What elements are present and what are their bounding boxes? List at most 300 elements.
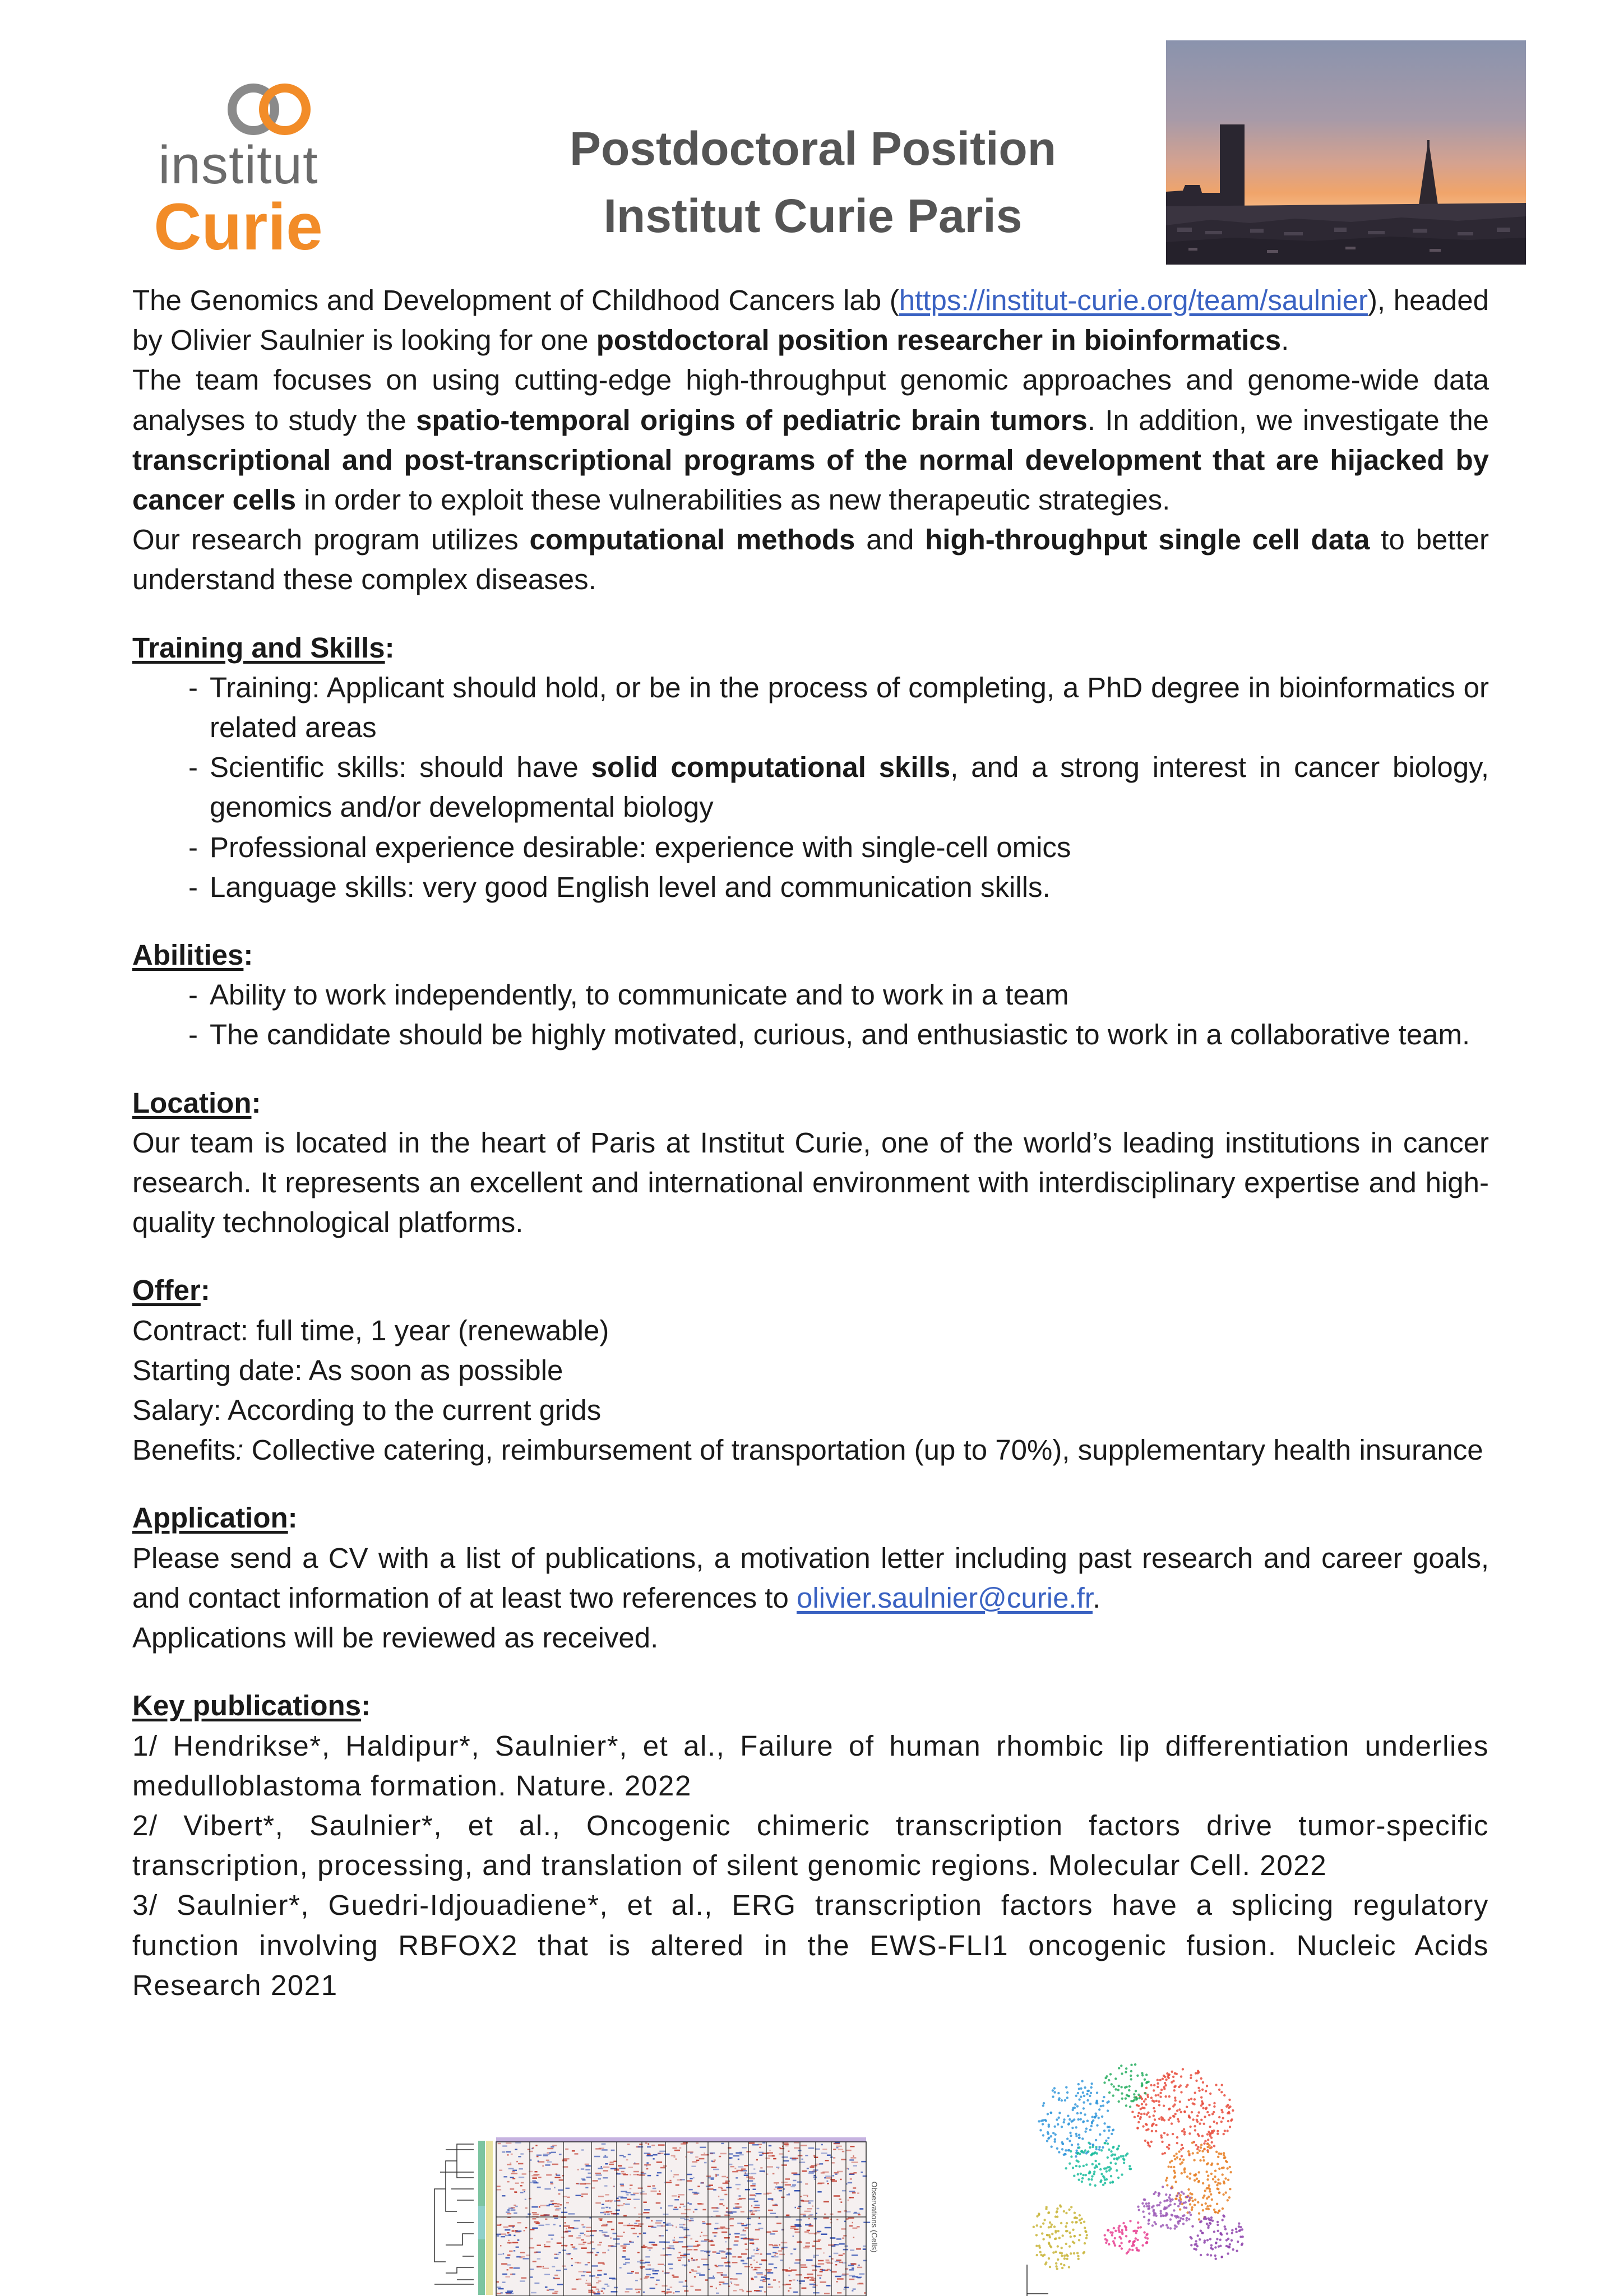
heatmap-cell xyxy=(808,2147,814,2149)
heatmap-cell xyxy=(524,2191,525,2193)
publication-item: 2/ Vibert*, Saulnier*, et al., Oncogenic chimeric transcription factors drive tumor-specific transcription, processing, and translation of silent genomic regions. Molecular Cell. 2022 xyxy=(132,1809,1489,1882)
umap-point xyxy=(1113,2158,1116,2160)
umap-point xyxy=(1094,2167,1096,2169)
umap-point xyxy=(1073,2118,1075,2121)
umap-point xyxy=(1074,2235,1076,2237)
heatmap-cell xyxy=(812,2270,817,2271)
heatmap-cell xyxy=(580,2233,584,2234)
umap-point xyxy=(1158,2118,1160,2120)
umap-point xyxy=(1052,2095,1054,2098)
umap-point xyxy=(1054,2140,1056,2142)
umap-point xyxy=(1083,2165,1085,2167)
heatmap-cell xyxy=(645,2276,650,2278)
umap-point xyxy=(1135,2098,1137,2100)
umap-point xyxy=(1035,2245,1038,2247)
umap-point xyxy=(1117,2226,1120,2229)
umap-point xyxy=(1107,2137,1109,2139)
umap-point xyxy=(1239,2229,1241,2232)
umap-point xyxy=(1063,2121,1065,2123)
heatmap-cell xyxy=(755,2210,760,2211)
offer-heading: Offer xyxy=(132,1274,201,1307)
heatmap-cell xyxy=(672,2195,677,2197)
benefits-label: Benefits xyxy=(132,1434,236,1466)
heatmap-cell xyxy=(825,2175,831,2177)
umap-point xyxy=(1164,2095,1167,2098)
heatmap-cell xyxy=(585,2283,591,2284)
umap-point xyxy=(1148,2202,1150,2205)
heatmap-cell xyxy=(734,2233,740,2235)
heatmap-cell xyxy=(697,2266,700,2268)
heatmap-cell xyxy=(536,2156,539,2158)
umap-point xyxy=(1155,2094,1157,2096)
umap-point xyxy=(1118,2145,1120,2147)
umap-point xyxy=(1164,2152,1166,2154)
umap-point xyxy=(1114,2237,1116,2239)
intro-emphasis: spatio-temporal origins of pediatric brain tumors xyxy=(416,404,1088,436)
heatmap-cell xyxy=(844,2210,847,2212)
heatmap-cell xyxy=(752,2144,758,2146)
umap-point xyxy=(1220,2091,1223,2093)
heatmap-cell xyxy=(710,2152,715,2154)
umap-point xyxy=(1217,2188,1219,2190)
umap-point xyxy=(1196,2119,1198,2121)
heatmap-cell xyxy=(635,2280,638,2281)
umap-point xyxy=(1134,2096,1136,2099)
umap-point xyxy=(1166,2199,1168,2201)
heatmap-cell xyxy=(808,2202,811,2204)
umap-point xyxy=(1092,2144,1094,2146)
heatmap-cell xyxy=(713,2232,718,2234)
team-website-link[interactable]: https://institut-curie.org/team/saulnier xyxy=(899,284,1368,316)
heatmap-cell xyxy=(848,2168,849,2170)
heatmap-cell xyxy=(628,2154,631,2155)
heatmap-cell xyxy=(850,2197,854,2198)
umap-point xyxy=(1128,2165,1131,2167)
heatmap-cell xyxy=(631,2271,634,2272)
heatmap-cell xyxy=(781,2247,788,2248)
heatmap-cell xyxy=(571,2265,573,2267)
heatmap-cell xyxy=(622,2256,626,2258)
heatmap-cell xyxy=(784,2144,789,2145)
heatmap-cell xyxy=(859,2283,863,2284)
heatmap-cell xyxy=(635,2272,639,2274)
umap-point xyxy=(1177,2118,1179,2120)
umap-point xyxy=(1132,2100,1134,2102)
heatmap-cell xyxy=(653,2158,655,2160)
heatmap-cell xyxy=(836,2238,841,2240)
heatmap-cell xyxy=(621,2191,627,2192)
heatmap-cell xyxy=(523,2258,529,2260)
umap-point xyxy=(1104,2142,1106,2144)
umap-point xyxy=(1071,2127,1074,2129)
heatmap-cell xyxy=(664,2242,670,2243)
umap-point xyxy=(1170,2187,1172,2189)
umap-point xyxy=(1112,2094,1114,2096)
umap-point xyxy=(1116,2169,1118,2172)
umap-point xyxy=(1176,2156,1178,2159)
umap-point xyxy=(1191,2111,1193,2113)
umap-point xyxy=(1120,2086,1122,2088)
heatmap-cell xyxy=(603,2167,610,2168)
umap-point xyxy=(1208,2184,1210,2187)
heatmap-cell xyxy=(731,2283,732,2284)
heatmap-cell xyxy=(507,2292,511,2294)
heatmap-cell xyxy=(832,2175,835,2177)
heatmap-cell xyxy=(812,2265,815,2267)
application-review-note: Applications will be reviewed as received. xyxy=(132,1622,659,1654)
umap-point xyxy=(1229,2166,1231,2168)
umap-point xyxy=(1114,2088,1117,2090)
institut-curie-logo xyxy=(140,73,331,264)
heatmap-cell xyxy=(638,2291,640,2293)
logo-word-institut: institut xyxy=(158,135,318,195)
umap-point xyxy=(1169,2204,1172,2206)
umap-point xyxy=(1227,2120,1229,2122)
umap-point xyxy=(1058,2237,1061,2239)
heatmap-cell xyxy=(843,2253,844,2255)
heatmap-cell xyxy=(781,2164,787,2166)
heatmap-cell xyxy=(830,2270,831,2271)
heatmap-cell xyxy=(502,2151,505,2153)
heatmap-cell xyxy=(719,2204,723,2205)
umap-point xyxy=(1107,2156,1109,2159)
heatmap-cell xyxy=(811,2165,817,2167)
heatmap-cell xyxy=(602,2204,604,2206)
umap-point xyxy=(1073,2175,1075,2177)
heatmap-cell xyxy=(539,2225,544,2226)
umap-point xyxy=(1206,2178,1209,2181)
heatmap-cell xyxy=(515,2142,521,2144)
umap-point xyxy=(1056,2267,1058,2270)
heatmap-cell xyxy=(599,2242,602,2243)
umap-point xyxy=(1121,2229,1123,2231)
heatmap-cell xyxy=(609,2207,610,2209)
item-text: , and a strong interest in cancer biology, genomics and/or developmental biology xyxy=(210,751,1489,823)
umap-point xyxy=(1151,2224,1154,2226)
umap-point xyxy=(1194,2125,1196,2127)
heatmap-cell xyxy=(598,2168,603,2169)
heatmap-cell xyxy=(687,2249,692,2251)
umap-point xyxy=(1156,2204,1158,2206)
umap-point xyxy=(1094,2184,1097,2187)
umap-point xyxy=(1111,2154,1113,2156)
umap-point xyxy=(1164,2076,1166,2078)
umap-point xyxy=(1190,2077,1192,2079)
umap-point xyxy=(1088,2178,1090,2181)
umap-point xyxy=(1218,2210,1220,2212)
heatmap-cell xyxy=(647,2186,651,2187)
heatmap-cell xyxy=(519,2168,523,2170)
umap-point xyxy=(1071,2221,1074,2223)
umap-point xyxy=(1137,2115,1139,2117)
heatmap-cell xyxy=(590,2230,596,2232)
heatmap-cell xyxy=(781,2248,784,2250)
heatmap-cell xyxy=(573,2248,577,2250)
intro-text: in order to exploit these vulnerabilities as new therapeutic strategies. xyxy=(296,484,1171,516)
heatmap-cell xyxy=(858,2265,860,2266)
heatmap-cell xyxy=(515,2192,517,2193)
umap-point xyxy=(1083,2251,1085,2253)
heatmap-cell xyxy=(797,2280,798,2281)
heatmap-cell xyxy=(572,2288,576,2290)
heatmap-cell xyxy=(658,2263,664,2265)
umap-point xyxy=(1104,2182,1106,2184)
umap-point xyxy=(1215,2211,1217,2213)
heatmap-cell xyxy=(751,2205,752,2207)
heatmap-cell xyxy=(631,2228,635,2229)
umap-point xyxy=(1176,2109,1178,2112)
umap-point xyxy=(1165,2206,1168,2209)
heatmap-cell xyxy=(826,2260,830,2261)
heatmap-cell xyxy=(568,2227,573,2229)
heatmap-cell xyxy=(821,2234,827,2235)
heatmap-cell xyxy=(789,2288,792,2289)
umap-point xyxy=(1143,2231,1145,2233)
heatmap-cell xyxy=(566,2246,567,2247)
umap-point xyxy=(1216,2132,1219,2135)
heatmap-cell xyxy=(565,2222,566,2224)
heatmap-cell xyxy=(685,2156,686,2158)
umap-point xyxy=(1208,2208,1210,2210)
umap-point xyxy=(1238,2225,1240,2228)
heatmap-cell xyxy=(828,2285,831,2286)
heatmap-cell xyxy=(586,2280,587,2281)
heatmap-cell xyxy=(542,2165,544,2167)
umap-point xyxy=(1199,2122,1201,2124)
heatmap-cell xyxy=(658,2144,665,2146)
intro-text: . xyxy=(1281,324,1289,357)
heatmap-cell xyxy=(614,2287,618,2289)
heatmap-cell xyxy=(770,2233,775,2235)
heatmap-cell xyxy=(830,2237,835,2239)
heatmap-cell xyxy=(601,2207,605,2209)
intro-text: The team focuses on using cutting-edge high-throughput genomic approaches and genome-wide data analyses to study the xyxy=(132,364,1489,436)
umap-point xyxy=(1153,2100,1155,2103)
umap-point xyxy=(1120,2064,1122,2067)
umap-point xyxy=(1174,2099,1177,2101)
heatmap-cell xyxy=(586,2235,590,2237)
heatmap-cell xyxy=(824,2293,830,2295)
heatmap-cell xyxy=(801,2264,806,2266)
umap-point xyxy=(1125,2235,1127,2237)
umap-point xyxy=(1186,2219,1188,2221)
heatmap-cell xyxy=(709,2184,713,2186)
heatmap-cell xyxy=(625,2291,630,2293)
umap-point xyxy=(1193,2248,1195,2250)
heatmap-cell xyxy=(759,2263,762,2265)
heatmap-cell xyxy=(760,2170,765,2172)
benefits-colon: : xyxy=(235,1434,244,1466)
heatmap-cell xyxy=(673,2292,674,2294)
umap-point xyxy=(1083,2101,1085,2104)
heatmap-cell xyxy=(818,2239,821,2241)
heatmap-cell xyxy=(653,2185,655,2187)
heatmap-cell xyxy=(701,2258,708,2260)
heatmap-cell xyxy=(556,2270,561,2271)
offer-contract: Contract: full time, 1 year (renewable) xyxy=(132,1314,609,1346)
heatmap-cell xyxy=(834,2172,839,2174)
heatmap-cell xyxy=(556,2208,561,2210)
umap-point xyxy=(1109,2182,1112,2184)
heatmap-cell xyxy=(717,2272,724,2274)
contact-email-link[interactable]: olivier.saulnier@curie.fr xyxy=(796,1581,1093,1614)
umap-point xyxy=(1241,2243,1243,2245)
heatmap-cell xyxy=(851,2263,857,2265)
umap-point xyxy=(1183,2169,1186,2171)
heatmap-cell xyxy=(565,2149,568,2150)
heatmap-cell xyxy=(704,2162,707,2164)
heatmap-cell xyxy=(814,2218,817,2220)
heatmap-cell xyxy=(713,2251,716,2253)
heatmap-cell xyxy=(785,2178,790,2180)
umap-point xyxy=(1150,2096,1153,2099)
heatmap-cell xyxy=(856,2276,862,2278)
umap-point xyxy=(1220,2152,1222,2155)
heatmap-cell xyxy=(736,2177,738,2179)
umap-point xyxy=(1065,2167,1067,2169)
umap-point xyxy=(1157,2082,1159,2085)
heatmap-cell xyxy=(753,2168,755,2170)
heatmap-cell xyxy=(649,2269,655,2270)
umap-point xyxy=(1179,2202,1181,2205)
heatmap-cell xyxy=(584,2234,585,2235)
heatmap-cell xyxy=(501,2263,507,2265)
heatmap-cell xyxy=(821,2152,827,2154)
heatmap-cell xyxy=(633,2193,639,2195)
umap-point xyxy=(1211,2198,1213,2201)
umap-point xyxy=(1144,2092,1146,2094)
heatmap-cell xyxy=(557,2242,562,2244)
heatmap-cell xyxy=(506,2257,510,2259)
heatmap-cell xyxy=(601,2166,602,2168)
heatmap-cell xyxy=(537,2244,541,2246)
heatmap-cell xyxy=(715,2175,717,2177)
heatmap-cell xyxy=(581,2275,585,2276)
heatmap-cell xyxy=(807,2274,813,2275)
umap-point xyxy=(1063,2255,1066,2257)
umap-point xyxy=(1066,2253,1068,2256)
umap-point xyxy=(1073,2242,1075,2244)
umap-point xyxy=(1114,2154,1116,2156)
heatmap-cell xyxy=(846,2150,852,2151)
umap-point xyxy=(1203,2241,1205,2243)
umap-point xyxy=(1141,2244,1144,2247)
umap-point xyxy=(1137,2206,1139,2208)
umap-point xyxy=(1169,2194,1171,2196)
heatmap-cell xyxy=(684,2290,688,2292)
heatmap-cell xyxy=(603,2263,605,2265)
heatmap-cell xyxy=(596,2174,602,2176)
umap-point xyxy=(1229,2188,1231,2190)
heatmap-cell xyxy=(857,2192,859,2194)
heatmap-cell xyxy=(651,2226,656,2228)
heatmap-cell xyxy=(667,2247,670,2249)
umap-point xyxy=(1095,2146,1097,2148)
umap-point xyxy=(1105,2140,1107,2142)
umap-point xyxy=(1200,2254,1202,2256)
heatmap-cell xyxy=(714,2235,716,2237)
umap-point xyxy=(1048,2243,1050,2245)
heatmap-cell xyxy=(598,2270,603,2271)
heatmap-cell xyxy=(751,2185,756,2187)
umap-point xyxy=(1159,2096,1162,2098)
umap-point xyxy=(1172,2115,1174,2117)
umap-point xyxy=(1082,2174,1084,2176)
umap-point xyxy=(1137,2121,1140,2123)
heatmap-cell xyxy=(790,2186,795,2188)
heatmap-cell xyxy=(839,2243,845,2245)
umap-point xyxy=(1236,2231,1238,2233)
paris-skyline-photo xyxy=(1166,40,1526,265)
heatmap-cell xyxy=(786,2215,789,2216)
umap-point xyxy=(1054,2251,1057,2253)
umap-point xyxy=(1036,2215,1038,2218)
umap-point xyxy=(1048,2257,1050,2260)
heatmap-cell xyxy=(734,2241,738,2242)
heatmap-cell xyxy=(827,2155,831,2156)
umap-point xyxy=(1163,2119,1165,2121)
heatmap-cell xyxy=(758,2152,764,2154)
heatmap-cell xyxy=(545,2164,550,2166)
umap-point xyxy=(1039,2251,1042,2253)
umap-point xyxy=(1182,2192,1185,2195)
umap-point xyxy=(1173,2166,1175,2168)
heatmap-cell xyxy=(506,2211,510,2213)
umap-point xyxy=(1125,2226,1127,2228)
umap-point xyxy=(1053,2091,1056,2093)
heatmap-cell xyxy=(852,2192,856,2194)
heatmap-cell xyxy=(759,2155,762,2156)
umap-point xyxy=(1191,2141,1194,2144)
logo-word-curie: Curie xyxy=(154,190,323,264)
umap-point xyxy=(1081,2181,1083,2183)
heatmap-cell xyxy=(518,2163,523,2165)
heatmap-cell xyxy=(633,2171,639,2173)
heatmap-cell xyxy=(512,2226,514,2228)
umap-point xyxy=(1180,2091,1182,2093)
umap-point xyxy=(1111,2234,1113,2236)
heatmap-cell xyxy=(572,2150,575,2152)
heatmap-cell xyxy=(582,2226,585,2228)
heatmap-cell xyxy=(662,2291,665,2293)
umap-point xyxy=(1042,2104,1044,2107)
heatmap-cell xyxy=(700,2147,706,2149)
heatmap-cell xyxy=(512,2171,515,2173)
umap-point xyxy=(1118,2231,1121,2233)
umap-point xyxy=(1174,2224,1176,2226)
umap-point xyxy=(1061,2099,1063,2101)
application-heading: Application xyxy=(132,1502,288,1534)
heatmap-cell xyxy=(751,2255,755,2257)
heatmap-cell xyxy=(861,2161,866,2163)
heatmap-cell xyxy=(669,2180,671,2182)
heatmap-cell xyxy=(566,2188,570,2189)
umap-point xyxy=(1229,2126,1231,2128)
umap-point xyxy=(1095,2113,1097,2115)
heatmap-cell xyxy=(768,2198,774,2200)
umap-point xyxy=(1223,2094,1225,2096)
umap-point xyxy=(1080,2095,1082,2098)
umap-point xyxy=(1103,2130,1105,2132)
heatmap-cell xyxy=(805,2246,810,2247)
heatmap-cell xyxy=(736,2284,739,2286)
cnv-heatmap-figure xyxy=(423,2133,883,2296)
heatmap-cell xyxy=(673,2276,679,2278)
heatmap-cell xyxy=(551,2152,556,2154)
heatmap-cell xyxy=(554,2206,559,2207)
heatmap-cell xyxy=(643,2245,645,2247)
offer-benefits xyxy=(132,1430,1489,1470)
